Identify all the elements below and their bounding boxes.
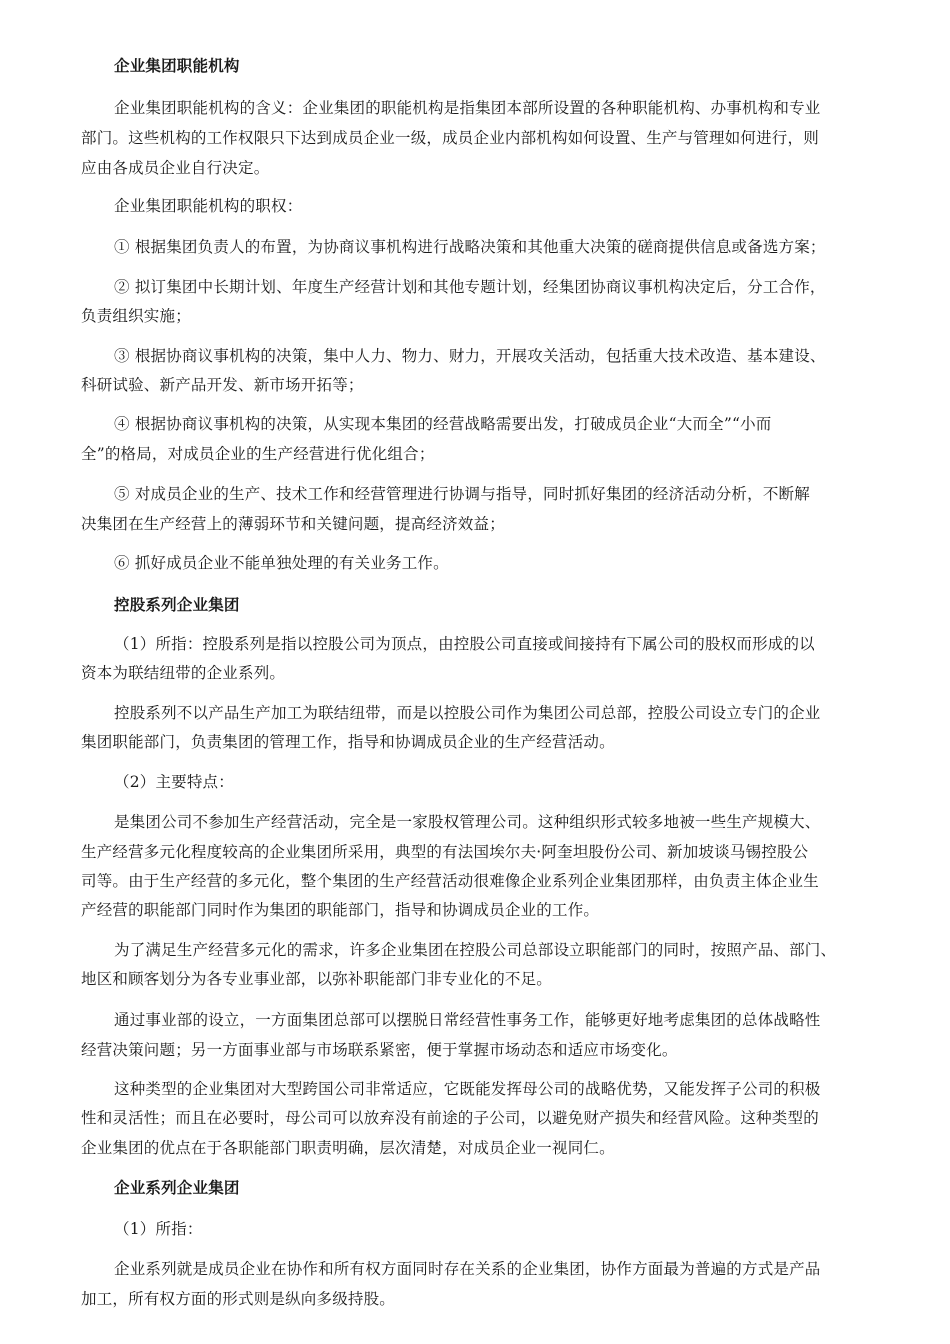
paragraph-line: （2）主要特点： xyxy=(114,773,234,791)
paragraph-line: 企业集团职能机构的含义：企业集团的职能机构是指集团本部所设置的各种职能机构、办事机构和专业 xyxy=(114,99,821,117)
paragraph-line: 性和灵活性；而且在必要时，母公司可以放弃没有前途的子公司，以避免财产损失和经营风险。这种类型的 xyxy=(81,1109,819,1127)
list-item-line: 科研试验、新产品开发、新市场开拓等； xyxy=(81,376,364,394)
list-item-line: 决集团在生产经营上的薄弱环节和关键问题，提高经济效益； xyxy=(81,515,505,533)
list-item-line: ① 根据集团负责人的布置，为协商议事机构进行战略决策和其他重大决策的磋商提供信息或备选方案； xyxy=(114,238,826,256)
paragraph-line: （1）所指： xyxy=(114,1220,203,1238)
paragraph-line: 司等。由于生产经营的多元化，整个集团的生产经营活动很难像企业系列企业集团那样，由负责主体企业生 xyxy=(81,872,819,890)
paragraph-line: 是集团公司不参加生产经营活动，完全是一家股权管理公司。这种组织形式较多地被一些生产规模大、 xyxy=(114,813,821,831)
paragraph-line: 控股系列不以产品生产加工为联结纽带，而是以控股公司作为集团公司总部，控股公司设立专门的企业 xyxy=(114,704,821,722)
paragraph-line: 集团职能部门，负责集团的管理工作，指导和协调成员企业的生产经营活动。 xyxy=(81,733,615,751)
list-item-line: ⑥ 抓好成员企业不能单独处理的有关业务工作。 xyxy=(114,554,449,572)
list-item-line: ④ 根据协商议事机构的决策，从实现本集团的经营战略需要出发，打破成员企业“大而全”“小而 xyxy=(114,415,772,433)
paragraph-line: 这种类型的企业集团对大型跨国公司非常适应，它既能发挥母公司的战略优势，又能发挥子公司的积极 xyxy=(114,1080,821,1098)
list-item-line: ⑤ 对成员企业的生产、技术工作和经营管理进行协调与指导，同时抓好集团的经济活动分析，不断解 xyxy=(114,485,810,503)
paragraph-line: 应由各成员企业自行决定。 xyxy=(81,159,270,177)
paragraph-line: （1）所指：控股系列是指以控股公司为顶点，由控股公司直接或间接持有下属公司的股权而形成的以 xyxy=(114,635,815,653)
list-item-line: 负责组织实施； xyxy=(81,307,191,325)
paragraph-line: 部门。这些机构的工作权限只下达到成员企业一级，成员企业内部机构如何设置、生产与管理如何进行，则 xyxy=(81,129,819,147)
paragraph-line: 资本为联结纽带的企业系列。 xyxy=(81,664,286,682)
section-heading: 企业集团职能机构 xyxy=(114,56,240,75)
list-item-line: 全”的格局，对成员企业的生产经营进行优化组合； xyxy=(81,445,435,463)
paragraph-line: 企业集团的优点在于各职能部门职责明确，层次清楚，对成员企业一视同仁。 xyxy=(81,1139,615,1157)
paragraph-line: 经营决策问题；另一方面事业部与市场联系紧密，便于掌握市场动态和适应市场变化。 xyxy=(81,1041,678,1059)
paragraph-line: 通过事业部的设立，一方面集团总部可以摆脱日常经营性事务工作，能够更好地考虑集团的总体战略性 xyxy=(114,1011,821,1029)
list-item-line: ② 拟订集团中长期计划、年度生产经营计划和其他专题计划，经集团协商议事机构决定后，分工合作， xyxy=(114,278,826,296)
section-heading: 控股系列企业集团 xyxy=(114,595,240,614)
section-heading: 企业系列企业集团 xyxy=(114,1178,240,1197)
paragraph-line: 为了满足生产经营多元化的需求，许多企业集团在控股公司总部设立职能部门的同时，按照产品、部门、 xyxy=(114,941,837,959)
paragraph-line: 企业系列就是成员企业在协作和所有权方面同时存在关系的企业集团，协作方面最为普遍的方式是产品 xyxy=(114,1260,821,1278)
paragraph-line: 加工，所有权方面的形式则是纵向多级持股。 xyxy=(81,1290,396,1308)
paragraph-line: 地区和顾客划分为各专业事业部，以弥补职能部门非专业化的不足。 xyxy=(81,970,553,988)
paragraph-line: 企业集团职能机构的职权： xyxy=(114,197,303,215)
paragraph-line: 产经营的职能部门同时作为集团的职能部门，指导和协调成员企业的工作。 xyxy=(81,901,600,919)
paragraph-line: 生产经营多元化程度较高的企业集团所采用，典型的有法国埃尔夫·阿奎坦股份公司、新加坡谈马锡控股公 xyxy=(81,843,809,861)
list-item-line: ③ 根据协商议事机构的决策，集中人力、物力、财力，开展攻关活动，包括重大技术改造、基本建设、 xyxy=(114,347,826,365)
